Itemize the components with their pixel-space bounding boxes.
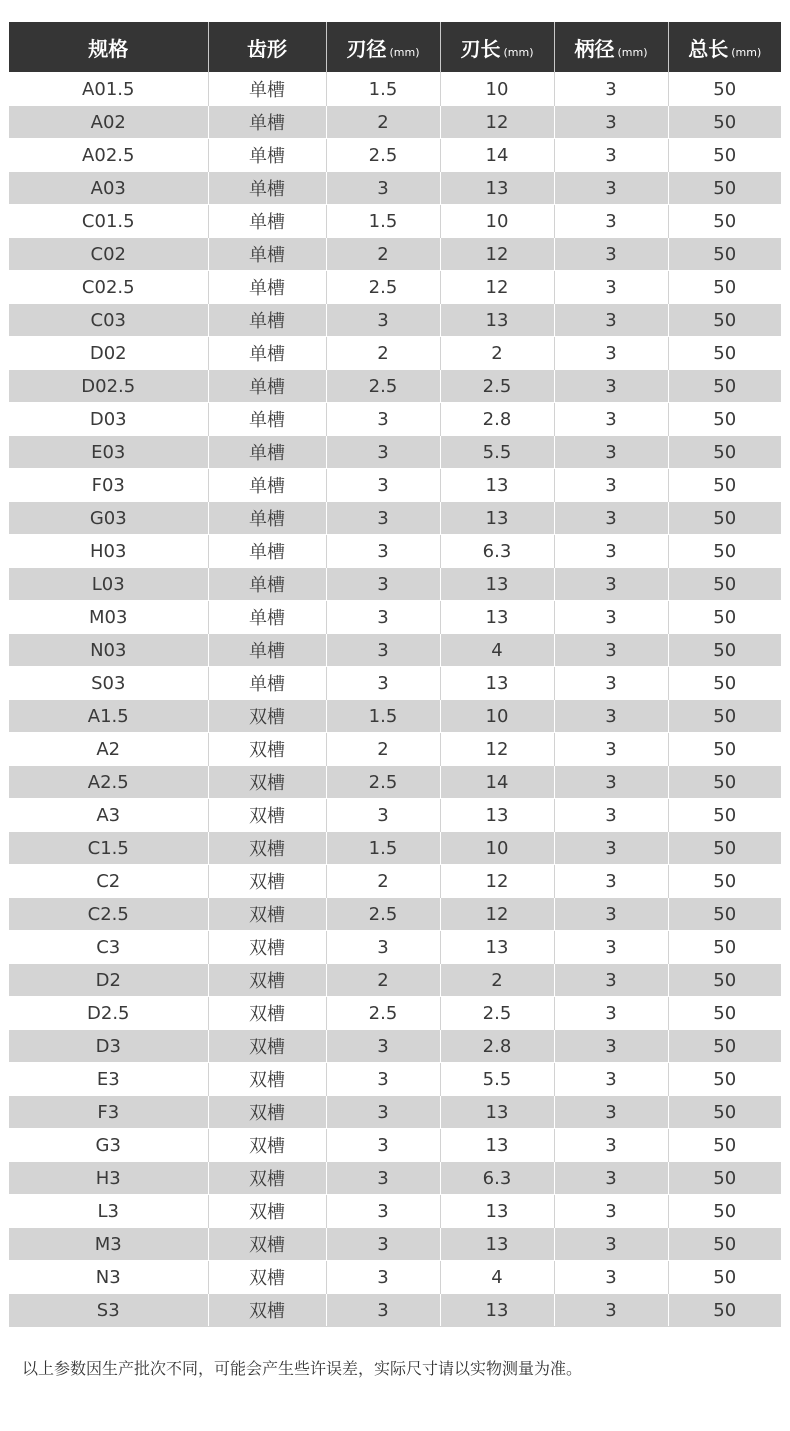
- cell-shank-diameter: 3: [554, 865, 668, 898]
- cell-shank-diameter: 3: [554, 799, 668, 832]
- cell-blade-diameter: 2.5: [326, 139, 440, 172]
- table-row: [9, 601, 781, 634]
- cell-blade-diameter: 2.5: [326, 898, 440, 931]
- cell-blade-diameter: 3: [326, 1261, 440, 1294]
- cell-total-length: 50: [668, 73, 781, 106]
- cell-blade-diameter: 2.5: [326, 997, 440, 1030]
- cell-total-length: 50: [668, 634, 781, 667]
- cell-total-length: 50: [668, 568, 781, 601]
- cell-tooth-form: 单槽: [208, 73, 326, 106]
- cell-blade-diameter: 2: [326, 337, 440, 370]
- cell-blade-length: 13: [440, 304, 554, 337]
- cell-spec: F03: [9, 469, 208, 502]
- cell-blade-diameter: 3: [326, 1030, 440, 1063]
- cell-tooth-form: 双槽: [208, 997, 326, 1030]
- cell-shank-diameter: 3: [554, 1294, 668, 1327]
- cell-shank-diameter: 3: [554, 898, 668, 931]
- cell-total-length: 50: [668, 1030, 781, 1063]
- spec-table: [9, 22, 781, 1327]
- cell-tooth-form: 双槽: [208, 700, 326, 733]
- table-row: [9, 403, 781, 436]
- table-row: [9, 271, 781, 304]
- cell-tooth-form: 单槽: [208, 304, 326, 337]
- cell-spec: S3: [9, 1294, 208, 1327]
- cell-total-length: 50: [668, 667, 781, 700]
- cell-shank-diameter: 3: [554, 205, 668, 238]
- header-unit: (mm): [503, 45, 534, 59]
- cell-tooth-form: 双槽: [208, 1129, 326, 1162]
- table-row: [9, 139, 781, 172]
- cell-total-length: 50: [668, 403, 781, 436]
- cell-tooth-form: 单槽: [208, 502, 326, 535]
- cell-blade-length: 2.8: [440, 1030, 554, 1063]
- header-shank-diameter: [554, 22, 668, 73]
- table-body: [9, 73, 781, 1327]
- cell-shank-diameter: 3: [554, 733, 668, 766]
- cell-blade-diameter: 2.5: [326, 766, 440, 799]
- header-total-length: [668, 22, 781, 73]
- cell-tooth-form: 双槽: [208, 832, 326, 865]
- cell-shank-diameter: 3: [554, 370, 668, 403]
- cell-spec: H03: [9, 535, 208, 568]
- cell-tooth-form: 单槽: [208, 172, 326, 205]
- cell-blade-diameter: 2.5: [326, 271, 440, 304]
- cell-blade-diameter: 3: [326, 601, 440, 634]
- cell-blade-length: 12: [440, 865, 554, 898]
- table-row: [9, 1162, 781, 1195]
- table-row: [9, 832, 781, 865]
- cell-blade-diameter: 3: [326, 403, 440, 436]
- cell-shank-diameter: 3: [554, 997, 668, 1030]
- cell-total-length: 50: [668, 436, 781, 469]
- table-row: [9, 1195, 781, 1228]
- cell-blade-length: 2.5: [440, 997, 554, 1030]
- cell-blade-diameter: 2: [326, 106, 440, 139]
- cell-blade-length: 10: [440, 700, 554, 733]
- cell-spec: C02: [9, 238, 208, 271]
- cell-blade-length: 13: [440, 931, 554, 964]
- cell-shank-diameter: 3: [554, 1063, 668, 1096]
- cell-shank-diameter: 3: [554, 1195, 668, 1228]
- cell-total-length: 50: [668, 205, 781, 238]
- cell-total-length: 50: [668, 172, 781, 205]
- cell-shank-diameter: 3: [554, 304, 668, 337]
- cell-blade-length: 2.5: [440, 370, 554, 403]
- cell-total-length: 50: [668, 1228, 781, 1261]
- table-row: [9, 997, 781, 1030]
- cell-shank-diameter: 3: [554, 436, 668, 469]
- cell-spec: G3: [9, 1129, 208, 1162]
- cell-total-length: 50: [668, 832, 781, 865]
- cell-total-length: 50: [668, 238, 781, 271]
- cell-tooth-form: 单槽: [208, 667, 326, 700]
- table-row: [9, 865, 781, 898]
- cell-tooth-form: 双槽: [208, 766, 326, 799]
- cell-spec: H3: [9, 1162, 208, 1195]
- cell-blade-diameter: 3: [326, 634, 440, 667]
- cell-total-length: 50: [668, 370, 781, 403]
- cell-spec: C03: [9, 304, 208, 337]
- cell-blade-diameter: 3: [326, 1096, 440, 1129]
- cell-total-length: 50: [668, 997, 781, 1030]
- cell-shank-diameter: 3: [554, 337, 668, 370]
- cell-tooth-form: 双槽: [208, 1195, 326, 1228]
- cell-shank-diameter: 3: [554, 964, 668, 997]
- cell-blade-length: 4: [440, 1261, 554, 1294]
- cell-tooth-form: 双槽: [208, 1030, 326, 1063]
- header-label: 规格: [88, 36, 129, 61]
- header-unit: (mm): [389, 45, 420, 59]
- cell-blade-diameter: 3: [326, 1063, 440, 1096]
- cell-spec: A1.5: [9, 700, 208, 733]
- table-row: [9, 1228, 781, 1261]
- cell-tooth-form: 单槽: [208, 634, 326, 667]
- cell-shank-diameter: 3: [554, 271, 668, 304]
- cell-shank-diameter: 3: [554, 601, 668, 634]
- cell-blade-length: 12: [440, 271, 554, 304]
- cell-blade-diameter: 3: [326, 568, 440, 601]
- cell-total-length: 50: [668, 1261, 781, 1294]
- table-row: [9, 568, 781, 601]
- cell-total-length: 50: [668, 337, 781, 370]
- header-blade-length: [440, 22, 554, 73]
- cell-blade-diameter: 3: [326, 667, 440, 700]
- cell-total-length: 50: [668, 535, 781, 568]
- cell-spec: A02: [9, 106, 208, 139]
- table-row: [9, 106, 781, 139]
- cell-blade-length: 13: [440, 172, 554, 205]
- table-row: [9, 1096, 781, 1129]
- cell-shank-diameter: 3: [554, 106, 668, 139]
- cell-blade-length: 13: [440, 667, 554, 700]
- cell-tooth-form: 单槽: [208, 337, 326, 370]
- header-label: 齿形: [247, 36, 287, 61]
- cell-blade-length: 5.5: [440, 436, 554, 469]
- cell-blade-length: 2: [440, 337, 554, 370]
- cell-spec: C2.5: [9, 898, 208, 931]
- cell-total-length: 50: [668, 1294, 781, 1327]
- cell-blade-diameter: 3: [326, 172, 440, 205]
- cell-shank-diameter: 3: [554, 832, 668, 865]
- cell-shank-diameter: 3: [554, 766, 668, 799]
- cell-spec: A02.5: [9, 139, 208, 172]
- header-label: 刃长: [460, 36, 501, 61]
- cell-spec: F3: [9, 1096, 208, 1129]
- cell-blade-length: 13: [440, 1228, 554, 1261]
- header-blade-diameter: [326, 22, 440, 73]
- cell-blade-diameter: 3: [326, 502, 440, 535]
- table-row: [9, 469, 781, 502]
- cell-tooth-form: 双槽: [208, 1063, 326, 1096]
- cell-total-length: 50: [668, 1129, 781, 1162]
- cell-shank-diameter: 3: [554, 568, 668, 601]
- cell-shank-diameter: 3: [554, 1030, 668, 1063]
- cell-tooth-form: 双槽: [208, 1294, 326, 1327]
- cell-blade-diameter: 2: [326, 865, 440, 898]
- table-row: [9, 931, 781, 964]
- cell-spec: C3: [9, 931, 208, 964]
- table-row: [9, 73, 781, 106]
- cell-total-length: 50: [668, 1162, 781, 1195]
- cell-shank-diameter: 3: [554, 535, 668, 568]
- cell-blade-length: 10: [440, 205, 554, 238]
- cell-total-length: 50: [668, 865, 781, 898]
- cell-total-length: 50: [668, 964, 781, 997]
- table-row: [9, 172, 781, 205]
- cell-shank-diameter: 3: [554, 172, 668, 205]
- cell-spec: D2.5: [9, 997, 208, 1030]
- cell-tooth-form: 双槽: [208, 898, 326, 931]
- cell-shank-diameter: 3: [554, 700, 668, 733]
- cell-tooth-form: 单槽: [208, 535, 326, 568]
- cell-spec: C02.5: [9, 271, 208, 304]
- cell-shank-diameter: 3: [554, 1228, 668, 1261]
- cell-blade-diameter: 3: [326, 535, 440, 568]
- cell-shank-diameter: 3: [554, 634, 668, 667]
- cell-blade-diameter: 3: [326, 1294, 440, 1327]
- cell-blade-length: 6.3: [440, 535, 554, 568]
- cell-total-length: 50: [668, 1096, 781, 1129]
- header-row: [9, 22, 781, 73]
- table-row: [9, 238, 781, 271]
- cell-tooth-form: 单槽: [208, 139, 326, 172]
- cell-total-length: 50: [668, 898, 781, 931]
- cell-shank-diameter: 3: [554, 139, 668, 172]
- cell-blade-length: 13: [440, 799, 554, 832]
- spec-table-container: [9, 22, 781, 1327]
- table-row: [9, 667, 781, 700]
- cell-spec: D02.5: [9, 370, 208, 403]
- cell-blade-length: 2.8: [440, 403, 554, 436]
- cell-total-length: 50: [668, 1195, 781, 1228]
- cell-blade-length: 6.3: [440, 1162, 554, 1195]
- cell-spec: D03: [9, 403, 208, 436]
- cell-spec: L3: [9, 1195, 208, 1228]
- cell-spec: G03: [9, 502, 208, 535]
- cell-spec: M3: [9, 1228, 208, 1261]
- cell-blade-length: 12: [440, 733, 554, 766]
- cell-spec: E3: [9, 1063, 208, 1096]
- table-row: [9, 304, 781, 337]
- cell-spec: D02: [9, 337, 208, 370]
- cell-tooth-form: 单槽: [208, 370, 326, 403]
- cell-spec: D2: [9, 964, 208, 997]
- cell-total-length: 50: [668, 106, 781, 139]
- header-unit: (mm): [617, 45, 648, 59]
- table-row: [9, 733, 781, 766]
- cell-blade-diameter: 3: [326, 1228, 440, 1261]
- cell-total-length: 50: [668, 931, 781, 964]
- cell-blade-length: 13: [440, 502, 554, 535]
- cell-tooth-form: 单槽: [208, 469, 326, 502]
- cell-tooth-form: 双槽: [208, 931, 326, 964]
- cell-shank-diameter: 3: [554, 1162, 668, 1195]
- cell-blade-length: 13: [440, 568, 554, 601]
- cell-spec: D3: [9, 1030, 208, 1063]
- cell-blade-length: 4: [440, 634, 554, 667]
- cell-total-length: 50: [668, 700, 781, 733]
- cell-shank-diameter: 3: [554, 73, 668, 106]
- cell-blade-diameter: 3: [326, 1195, 440, 1228]
- cell-tooth-form: 单槽: [208, 601, 326, 634]
- cell-total-length: 50: [668, 733, 781, 766]
- cell-total-length: 50: [668, 469, 781, 502]
- cell-total-length: 50: [668, 766, 781, 799]
- cell-total-length: 50: [668, 601, 781, 634]
- table-row: [9, 1261, 781, 1294]
- cell-blade-length: 14: [440, 766, 554, 799]
- table-header: [9, 22, 781, 73]
- cell-tooth-form: 双槽: [208, 1261, 326, 1294]
- table-row: [9, 1294, 781, 1327]
- header-label: 刃径: [346, 36, 387, 61]
- cell-tooth-form: 单槽: [208, 106, 326, 139]
- table-row: [9, 898, 781, 931]
- cell-total-length: 50: [668, 139, 781, 172]
- cell-total-length: 50: [668, 502, 781, 535]
- cell-spec: M03: [9, 601, 208, 634]
- header-label: 柄径: [574, 36, 615, 61]
- cell-shank-diameter: 3: [554, 931, 668, 964]
- cell-blade-length: 2: [440, 964, 554, 997]
- table-row: [9, 799, 781, 832]
- cell-blade-length: 13: [440, 1096, 554, 1129]
- table-row: [9, 1030, 781, 1063]
- table-row: [9, 205, 781, 238]
- cell-spec: E03: [9, 436, 208, 469]
- cell-blade-diameter: 1.5: [326, 832, 440, 865]
- cell-blade-diameter: 2: [326, 238, 440, 271]
- cell-blade-diameter: 3: [326, 469, 440, 502]
- cell-blade-diameter: 3: [326, 799, 440, 832]
- cell-tooth-form: 单槽: [208, 403, 326, 436]
- cell-blade-diameter: 2: [326, 733, 440, 766]
- cell-blade-diameter: 3: [326, 1129, 440, 1162]
- cell-total-length: 50: [668, 304, 781, 337]
- cell-tooth-form: 单槽: [208, 568, 326, 601]
- table-row: [9, 337, 781, 370]
- cell-tooth-form: 单槽: [208, 205, 326, 238]
- cell-total-length: 50: [668, 271, 781, 304]
- cell-spec: A03: [9, 172, 208, 205]
- cell-shank-diameter: 3: [554, 403, 668, 436]
- cell-blade-diameter: 2: [326, 964, 440, 997]
- table-row: [9, 1129, 781, 1162]
- cell-blade-length: 13: [440, 1129, 554, 1162]
- cell-shank-diameter: 3: [554, 1096, 668, 1129]
- cell-tooth-form: 单槽: [208, 238, 326, 271]
- cell-shank-diameter: 3: [554, 238, 668, 271]
- cell-blade-length: 12: [440, 238, 554, 271]
- cell-total-length: 50: [668, 1063, 781, 1096]
- header-tooth-form: [208, 22, 326, 73]
- cell-tooth-form: 双槽: [208, 1228, 326, 1261]
- cell-blade-length: 13: [440, 469, 554, 502]
- cell-blade-length: 10: [440, 832, 554, 865]
- table-row: [9, 436, 781, 469]
- cell-spec: L03: [9, 568, 208, 601]
- table-row: [9, 535, 781, 568]
- table-row: [9, 634, 781, 667]
- cell-spec: N03: [9, 634, 208, 667]
- cell-shank-diameter: 3: [554, 502, 668, 535]
- footnote: 以上参数因生产批次不同，可能会产生些许误差，实际尺寸请以实物测量为准。: [22, 1359, 583, 1378]
- cell-tooth-form: 双槽: [208, 799, 326, 832]
- cell-blade-diameter: 3: [326, 1162, 440, 1195]
- cell-spec: A01.5: [9, 73, 208, 106]
- cell-blade-length: 12: [440, 898, 554, 931]
- cell-tooth-form: 双槽: [208, 1096, 326, 1129]
- cell-blade-diameter: 2.5: [326, 370, 440, 403]
- header-spec: [9, 22, 208, 73]
- cell-spec: C01.5: [9, 205, 208, 238]
- cell-spec: C1.5: [9, 832, 208, 865]
- cell-total-length: 50: [668, 799, 781, 832]
- cell-blade-diameter: 1.5: [326, 205, 440, 238]
- cell-tooth-form: 双槽: [208, 733, 326, 766]
- cell-tooth-form: 双槽: [208, 964, 326, 997]
- table-row: [9, 370, 781, 403]
- cell-blade-length: 12: [440, 106, 554, 139]
- cell-shank-diameter: 3: [554, 667, 668, 700]
- cell-tooth-form: 单槽: [208, 271, 326, 304]
- table-row: [9, 766, 781, 799]
- cell-shank-diameter: 3: [554, 1261, 668, 1294]
- table-row: [9, 964, 781, 997]
- cell-spec: C2: [9, 865, 208, 898]
- cell-blade-diameter: 3: [326, 304, 440, 337]
- cell-shank-diameter: 3: [554, 469, 668, 502]
- cell-blade-diameter: 1.5: [326, 700, 440, 733]
- cell-shank-diameter: 3: [554, 1129, 668, 1162]
- cell-blade-diameter: 3: [326, 931, 440, 964]
- cell-blade-diameter: 1.5: [326, 73, 440, 106]
- cell-blade-length: 10: [440, 73, 554, 106]
- cell-spec: A2: [9, 733, 208, 766]
- cell-blade-length: 13: [440, 1195, 554, 1228]
- cell-blade-length: 14: [440, 139, 554, 172]
- cell-tooth-form: 单槽: [208, 436, 326, 469]
- cell-blade-length: 13: [440, 601, 554, 634]
- cell-blade-diameter: 3: [326, 436, 440, 469]
- cell-spec: A3: [9, 799, 208, 832]
- cell-tooth-form: 双槽: [208, 865, 326, 898]
- table-row: [9, 502, 781, 535]
- header-unit: (mm): [731, 45, 762, 59]
- header-label: 总长: [688, 36, 729, 61]
- cell-blade-length: 13: [440, 1294, 554, 1327]
- cell-tooth-form: 双槽: [208, 1162, 326, 1195]
- cell-spec: N3: [9, 1261, 208, 1294]
- table-row: [9, 1063, 781, 1096]
- table-row: [9, 700, 781, 733]
- cell-blade-length: 5.5: [440, 1063, 554, 1096]
- cell-spec: A2.5: [9, 766, 208, 799]
- cell-spec: S03: [9, 667, 208, 700]
